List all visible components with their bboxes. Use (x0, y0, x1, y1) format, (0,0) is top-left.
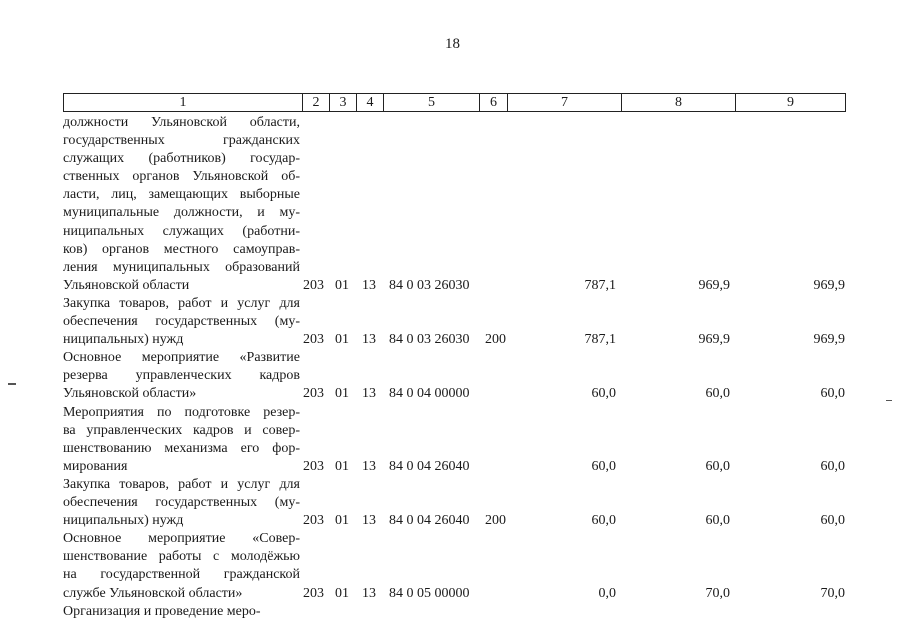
cell-grbs: 203 (303, 386, 324, 402)
description-line: шенствованию механизма его фор- (63, 440, 300, 456)
description-line: ниципальных) нужд (63, 513, 184, 529)
cell-pr: 13 (362, 277, 376, 293)
column-header-6: 6 (480, 94, 508, 112)
column-header-3: 3 (330, 94, 357, 112)
cell-csr: 84 0 03 26030 (389, 277, 470, 293)
table-row (0, 295, 905, 349)
description-line: мирования (63, 458, 128, 474)
column-header-row (64, 94, 846, 112)
cell-amount-col8: 70,0 (705, 585, 730, 601)
cell-rz: 01 (335, 332, 349, 348)
scan-speck (886, 400, 892, 401)
description-line: ления муниципальных образований (63, 259, 300, 275)
cell-amount-col8: 969,9 (698, 332, 730, 348)
cell-amount-col7: 0,0 (598, 585, 616, 601)
cell-amount-col9: 60,0 (820, 513, 845, 529)
cell-grbs: 203 (303, 277, 324, 293)
table-row (0, 530, 905, 602)
cell-csr: 84 0 04 26040 (389, 513, 470, 529)
cell-csr: 84 0 04 26040 (389, 458, 470, 474)
cell-grbs: 203 (303, 513, 324, 529)
cell-amount-col7: 60,0 (591, 513, 616, 529)
cell-rz: 01 (335, 458, 349, 474)
description-line: государственных гражданских (63, 133, 300, 149)
description-line: ниципальных служащих (работни- (63, 223, 300, 239)
cell-grbs: 203 (303, 332, 324, 348)
cell-pr: 13 (362, 332, 376, 348)
table-row (0, 404, 905, 476)
row-description (63, 603, 300, 621)
cell-pr: 13 (362, 513, 376, 529)
row-description (63, 295, 300, 349)
cell-pr: 13 (362, 458, 376, 474)
cell-pr: 13 (362, 585, 376, 601)
description-line: на государственной гражданской (63, 567, 300, 583)
cell-amount-col7: 787,1 (584, 277, 616, 293)
row-description (63, 114, 300, 295)
column-header-9: 9 (736, 94, 846, 112)
description-line: служащих (работников) государ- (63, 151, 300, 167)
column-header-table (63, 93, 846, 112)
description-line: Закупка товаров, работ и услуг для (63, 477, 300, 492)
row-description (63, 476, 300, 530)
cell-amount-col9: 969,9 (813, 277, 845, 293)
page-number: 18 (445, 36, 460, 52)
description-line: Мероприятия по подготовке резер- (63, 404, 300, 420)
cell-rz: 01 (335, 277, 349, 293)
cell-rz: 01 (335, 513, 349, 529)
column-header-1: 1 (64, 94, 303, 112)
description-line: шенствование работы с молодёжью (63, 549, 300, 565)
description-line: ственных органов Ульяновской об- (63, 169, 300, 185)
description-line: муниципальные должности, и му- (63, 205, 300, 221)
cell-vr: 200 (485, 332, 506, 348)
description-line: обеспечения государственных (му- (63, 495, 300, 511)
row-description (63, 349, 300, 403)
cell-vr: 200 (485, 513, 506, 529)
column-header-4: 4 (357, 94, 384, 112)
description-line: Организация и проведение меро- (63, 603, 261, 619)
cell-amount-col8: 969,9 (698, 277, 730, 293)
cell-amount-col7: 60,0 (591, 458, 616, 474)
description-line: Закупка товаров, работ и услуг для (63, 296, 300, 311)
description-line: резерва управленческих кадров (63, 368, 300, 384)
column-header-7: 7 (508, 94, 622, 112)
description-line: Ульяновской области (63, 277, 190, 293)
cell-amount-col9: 969,9 (813, 332, 845, 348)
row-description (63, 404, 300, 476)
cell-csr: 84 0 05 00000 (389, 585, 470, 601)
cell-amount-col9: 60,0 (820, 386, 845, 402)
description-line: ков) органов местного самоуправ- (63, 241, 300, 257)
description-line: ниципальных) нужд (63, 332, 184, 348)
cell-rz: 01 (335, 585, 349, 601)
cell-amount-col8: 60,0 (705, 458, 730, 474)
column-header-8: 8 (622, 94, 736, 112)
cell-rz: 01 (335, 386, 349, 402)
cell-csr: 84 0 04 00000 (389, 386, 470, 402)
cell-amount-col8: 60,0 (705, 513, 730, 529)
cell-amount-col9: 70,0 (820, 585, 845, 601)
row-description (63, 530, 300, 602)
description-line: Ульяновской области» (63, 386, 197, 402)
scan-speck (8, 383, 16, 385)
cell-amount-col8: 60,0 (705, 386, 730, 402)
column-header-2: 2 (303, 94, 330, 112)
column-header-5: 5 (384, 94, 480, 112)
description-line: обеспечения государственных (му- (63, 314, 300, 330)
description-line: ласти, лиц, замещающих выборные (63, 187, 300, 203)
cell-grbs: 203 (303, 458, 324, 474)
table-row (0, 349, 905, 403)
cell-amount-col7: 60,0 (591, 386, 616, 402)
cell-grbs: 203 (303, 585, 324, 601)
description-line: Основное мероприятие «Развитие (63, 350, 300, 366)
table-row (0, 476, 905, 530)
cell-csr: 84 0 03 26030 (389, 332, 470, 348)
description-line: Основное мероприятие «Совер- (63, 531, 300, 547)
description-line: должности Ульяновской области, (63, 115, 300, 130)
table-row (0, 114, 905, 295)
cell-pr: 13 (362, 386, 376, 402)
description-line: службе Ульяновской области» (63, 585, 243, 601)
cell-amount-col9: 60,0 (820, 458, 845, 474)
cell-amount-col7: 787,1 (584, 332, 616, 348)
table-row (0, 603, 905, 621)
description-line: ва управленческих кадров и совер- (63, 422, 300, 438)
